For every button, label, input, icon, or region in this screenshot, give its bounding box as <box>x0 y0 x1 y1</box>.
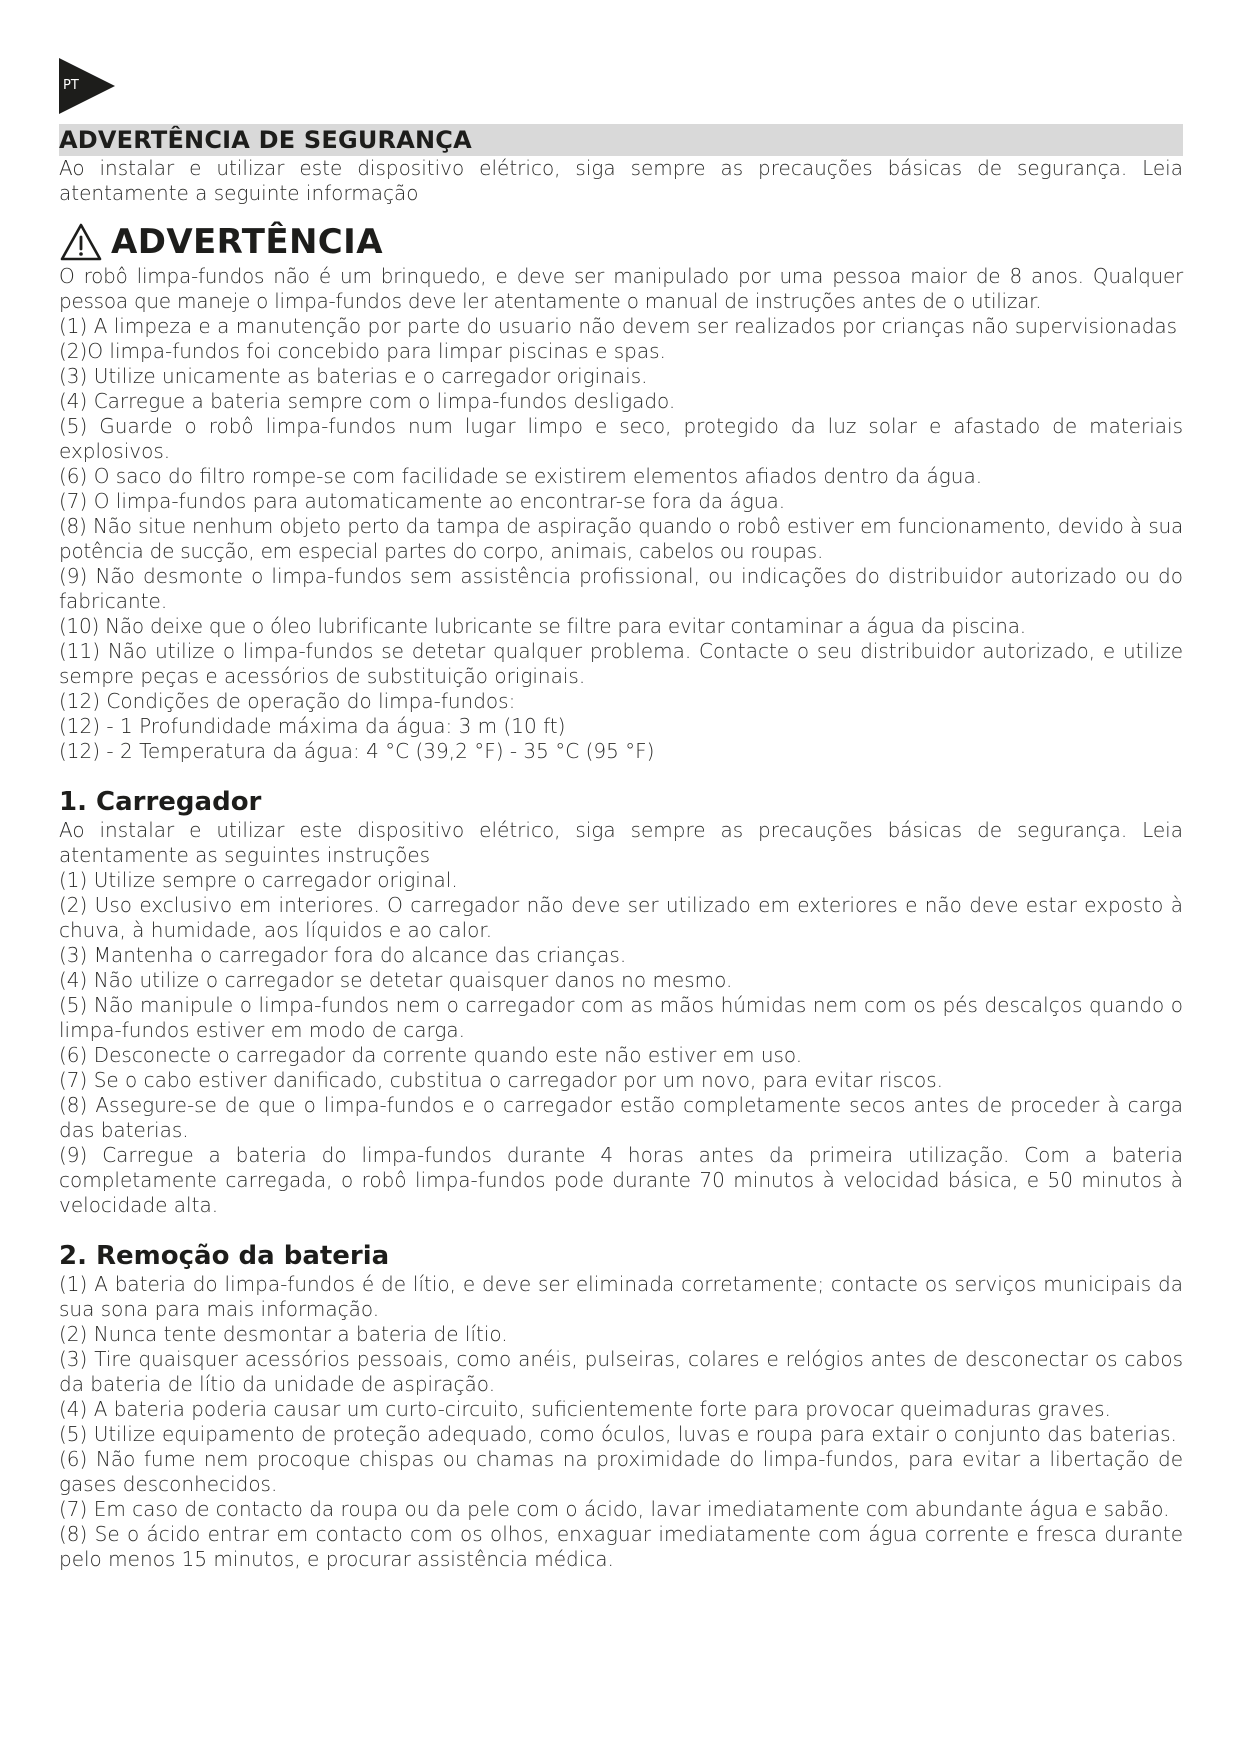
safety-header-band <box>59 124 1183 156</box>
charger-item: (8) Assegure-se de que o limpa-fundos e o carregador estão completamente secos antes de proceder à carga das baterias. <box>59 1093 1183 1142</box>
warning-triangle-icon <box>59 222 103 262</box>
warning-item: (1) A limpeza e a manutenção por parte do usuario não devem ser realizados por crianças não supervisionadas <box>59 314 1178 338</box>
warning-item: (12) - 2 Temperatura da água: 4 °C (39,2 °F) - 35 °C (95 °F) <box>59 739 655 763</box>
charger-item: (7) Se o cabo estiver danificado, cubstitua o carregador por um novo, para evitar riscos. <box>59 1068 944 1092</box>
battery-item: (3) Tire quaisquer acessórios pessoais, como anéis, pulseiras, colares e relógios antes de desconectar os cabos da bateria de lítio da unidade de aspiração. <box>59 1347 1183 1396</box>
battery-item: (1) A bateria do limpa-fundos é de lítio, e deve ser eliminada corretamente; contacte os serviços municipais da sua sona para mais informação. <box>59 1272 1183 1321</box>
document-body <box>59 124 1183 1572</box>
battery-item: (6) Não fume nem procoque chispas ou chamas na proximidade do limpa-fundos, para evitar a libertação de gases desconhecidos. <box>59 1447 1183 1496</box>
warning-item: (4) Carregue a bateria sempre com o limpa-fundos desligado. <box>59 389 676 413</box>
warning-item: (12) Condições de operação do limpa-fundos: <box>59 689 516 713</box>
warning-item: (9) Não desmonte o limpa-fundos sem assistência profissional, ou indicações do distribuidor autorizado ou do fabricante. <box>59 564 1183 613</box>
warning-item: (12) - 1 Profundidade máxima da água: 3 m (10 ft) <box>59 714 566 738</box>
warning-heading <box>59 220 1183 264</box>
warning-item: (10) Não deixe que o óleo lubrificante lubricante se filtre para evitar contaminar a água da piscina. <box>59 614 1026 638</box>
battery-item: (7) Em caso de contacto da roupa ou da pele com o ácido, lavar imediatamente com abundante água e sabão. <box>59 1497 1170 1521</box>
warning-item: (2)O limpa-fundos foi concebido para limpar piscinas e spas. <box>59 339 666 363</box>
warning-item: (6) O saco do filtro rompe-se com facilidade se existirem elementos afiados dentro da água. <box>59 464 983 488</box>
warning-item: (11) Não utilize o limpa-fundos se detetar qualquer problema. Contacte o seu distribuidor autorizado, e utilize sempre peças e acessórios de substituição originais. <box>59 639 1183 688</box>
battery-item: (2) Nunca tente desmontar a bateria de lítio. <box>59 1322 508 1346</box>
warning-list <box>59 264 1183 764</box>
charger-list <box>59 818 1183 1218</box>
charger-item: (5) Não manipule o limpa-fundos nem o carregador com as mãos húmidas nem com os pés descalços quando o limpa-fundos estiver em modo de carga. <box>59 993 1183 1042</box>
warning-intro: O robô limpa-fundos não é um brinquedo, e deve ser manipulado por uma pessoa maior de 8 anos. Qualquer pessoa que maneje o limpa-fundos deve ler atentamente o manual de instruções antes de o utilizar. <box>59 264 1183 313</box>
battery-item: (8) Se o ácido entrar em contacto com os olhos, enxaguar imediatamente com água corrente e fresca durante pelo menos 15 minutos, e procurar assistência médica. <box>59 1522 1183 1571</box>
charger-item: (3) Mantenha o carregador fora do alcance das crianças. <box>59 943 627 967</box>
warning-title: ADVERTÊNCIA <box>111 222 383 262</box>
charger-item: (1) Utilize sempre o carregador original. <box>59 868 458 892</box>
battery-list <box>59 1272 1183 1572</box>
language-tab <box>59 58 115 114</box>
language-code: PT <box>63 78 79 93</box>
warning-item: (3) Utilize unicamente as baterias e o carregador originais. <box>59 364 648 388</box>
charger-intro: Ao instalar e utilizar este dispositivo elétrico, siga sempre as precauções básicas de segurança. Leia atentamente as seguintes instruções <box>59 818 1183 867</box>
warning-item: (7) O limpa-fundos para automaticamente ao encontrar-se fora da água. <box>59 489 786 513</box>
charger-item: (9) Carregue a bateria do limpa-fundos durante 4 horas antes da primeira utilização. Com a bateria completamente carregada, o robô limpa-fundos pode durante 70 minutos à velocidad básica, e 50 minutos à velocidade alta. <box>59 1143 1183 1217</box>
safety-intro: Ao instalar e utilizar este dispositivo elétrico, siga sempre as precauções básicas de segurança. Leia atentamente a seguinte informação <box>59 156 1183 205</box>
battery-title: 2. Remoção da bateria <box>59 1241 390 1271</box>
warning-item: (5) Guarde o robô limpa-fundos num lugar limpo e seco, protegido da luz solar e afastado de materiais explosivos. <box>59 414 1183 463</box>
warning-item: (8) Não situe nenhum objeto perto da tampa de aspiração quando o robô estiver em funcionamento, devido à sua potência de sucção, em especial partes do corpo, animais, cabelos ou roupas. <box>59 514 1183 563</box>
charger-item: (6) Desconecte o carregador da corrente quando este não estiver em uso. <box>59 1043 803 1067</box>
charger-item: (4) Não utilize o carregador se detetar quaisquer danos no mesmo. <box>59 968 733 992</box>
charger-title: 1. Carregador <box>59 787 262 817</box>
battery-item: (4) A bateria poderia causar um curto-circuito, suficientemente forte para provocar queimaduras graves. <box>59 1397 1111 1421</box>
safety-title: ADVERTÊNCIA DE SEGURANÇA <box>59 126 472 154</box>
battery-item: (5) Utilize equipamento de proteção adequado, como óculos, luvas e roupa para extair o conjunto das baterias. <box>59 1422 1177 1446</box>
charger-item: (2) Uso exclusivo em interiores. O carregador não deve ser utilizado em exteriores e não deve estar exposto à chuva, à humidade, aos líquidos e ao calor. <box>59 893 1183 942</box>
